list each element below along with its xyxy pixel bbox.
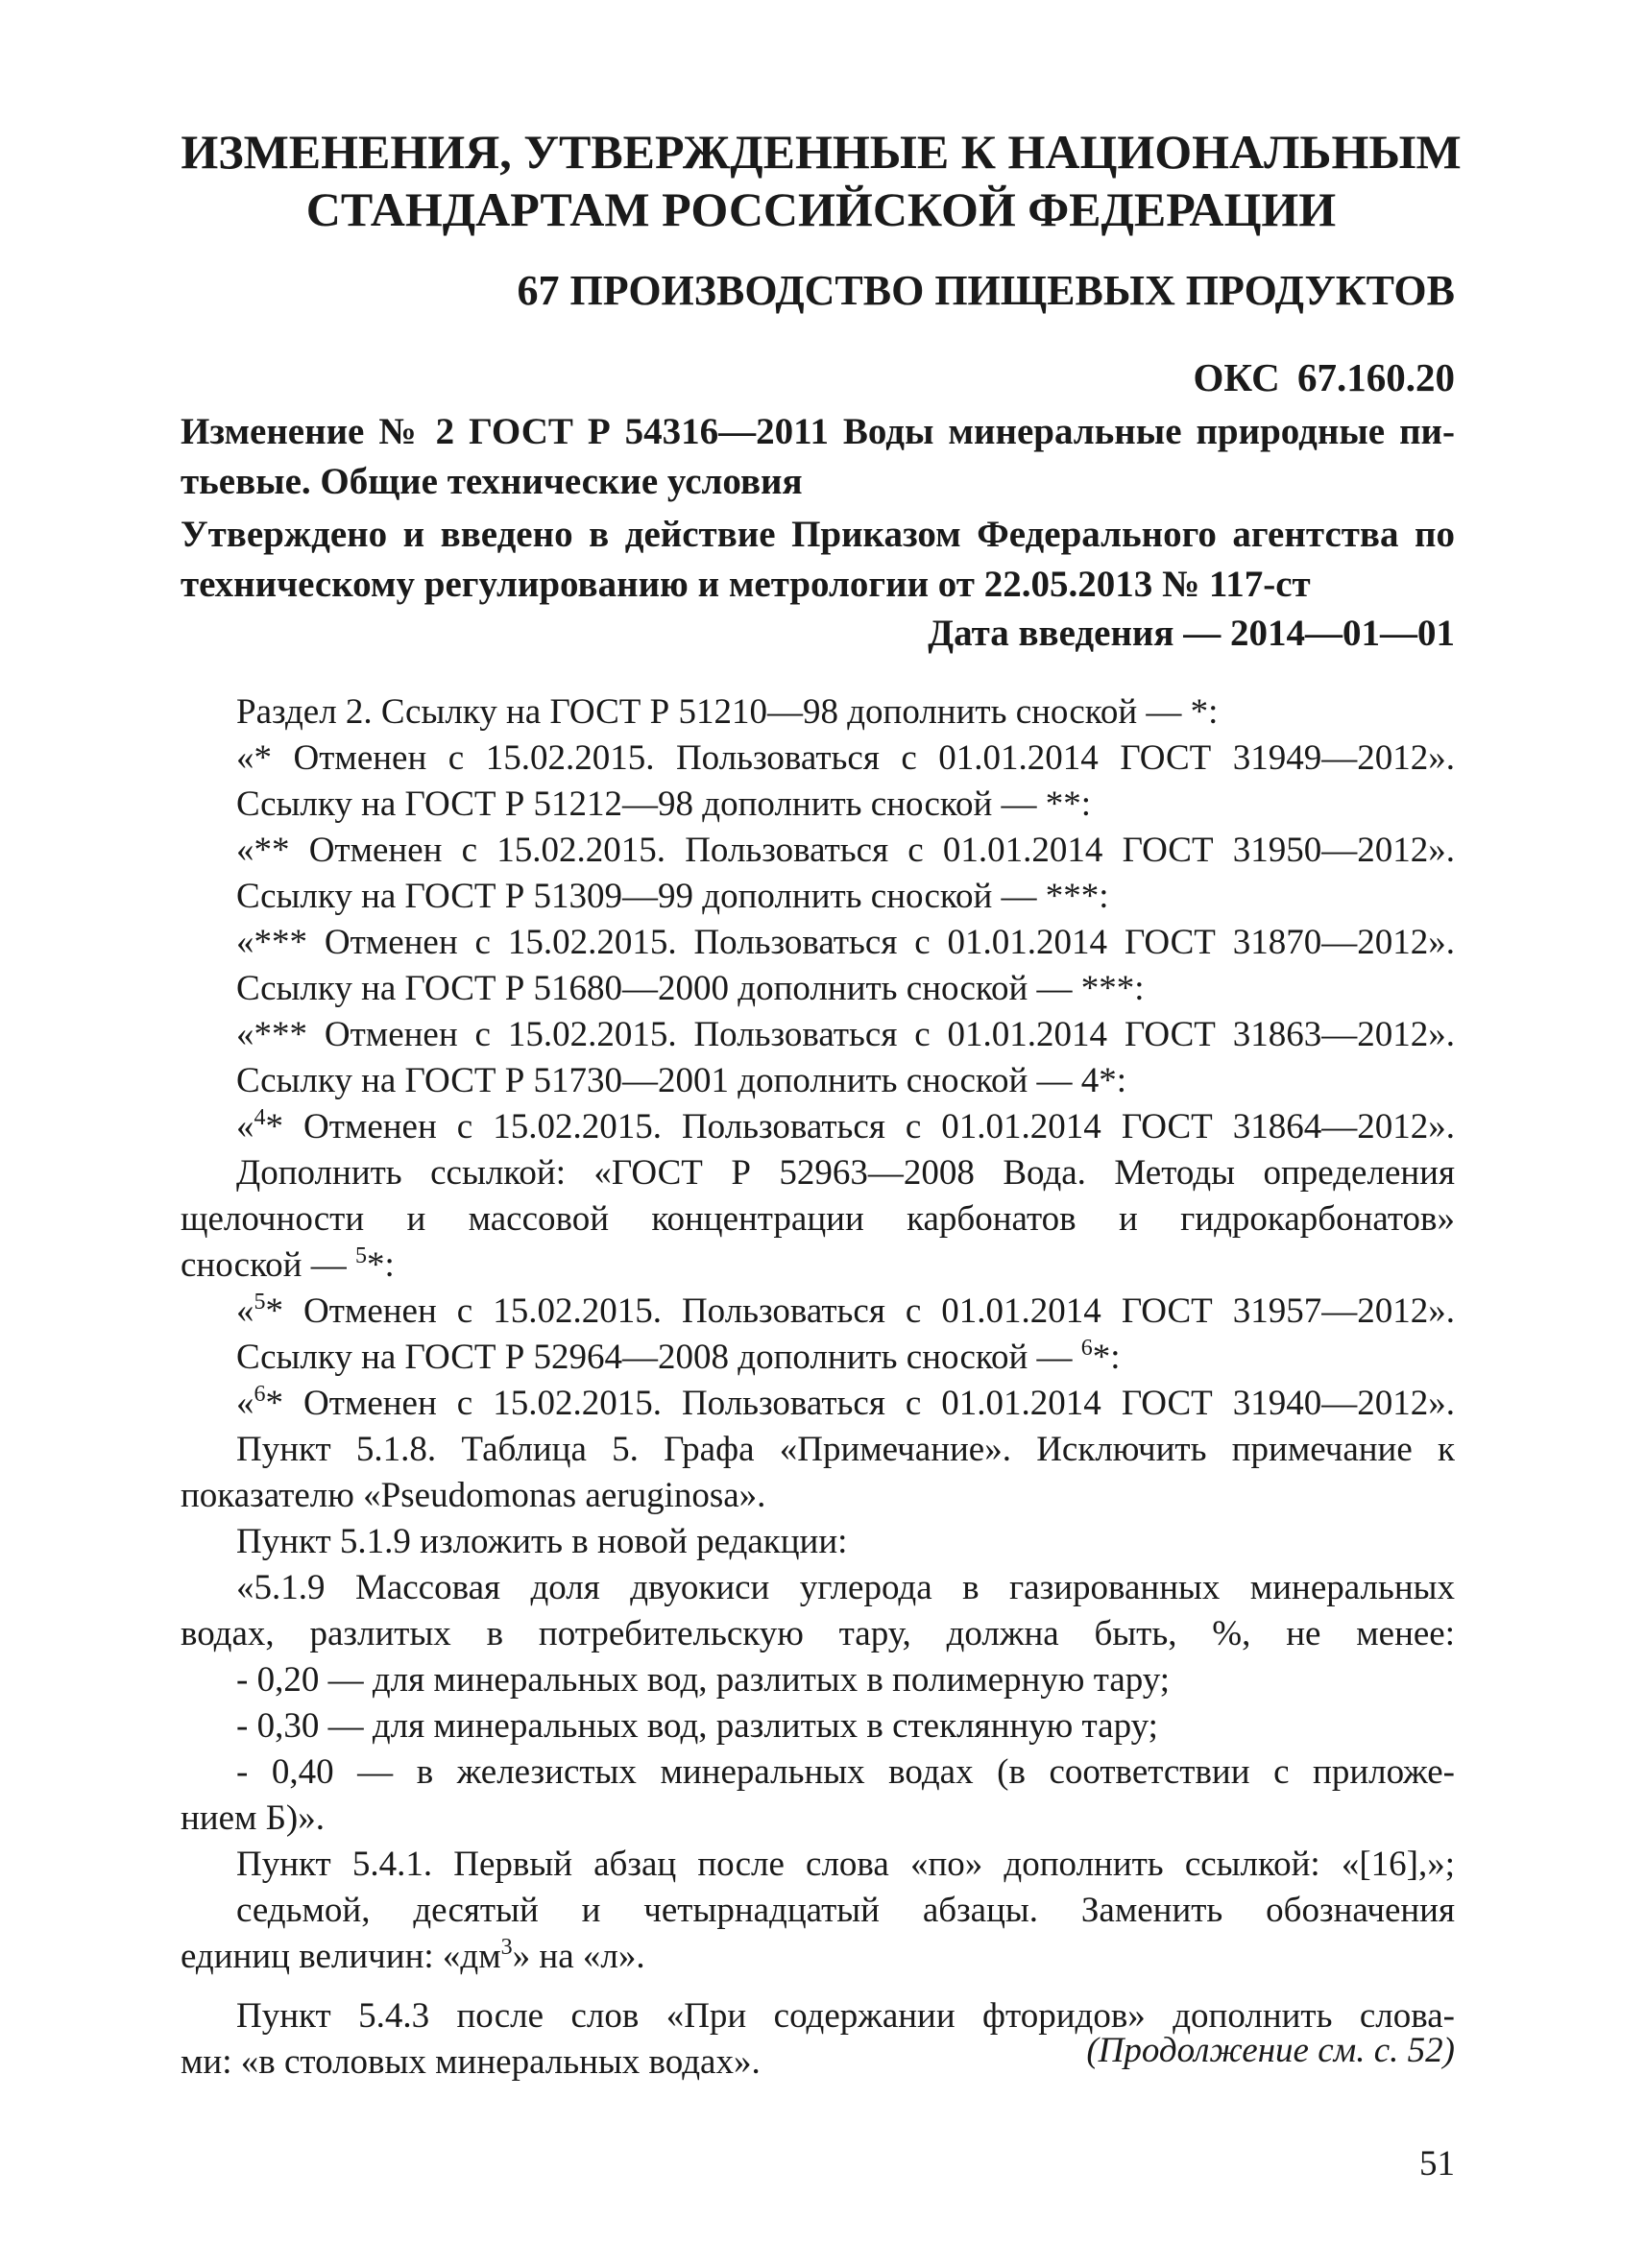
superscript: 4 <box>254 1105 266 1130</box>
body-line: ми: «в столовых минеральных водах». <box>181 2042 761 2082</box>
body-text-fragment: » на «л». <box>512 1937 645 1976</box>
body-text-fragment: *: <box>1092 1338 1121 1377</box>
amendment-title <box>181 407 1455 507</box>
amendment-body <box>181 689 1455 2086</box>
body-line: «** Отменен с 15.02.2015. Пользоваться с 01.01.2014 ГОСТ 31950—2012». <box>236 831 1455 870</box>
approval-statement <box>181 510 1455 610</box>
continuation-note: (Продолжение см. с. 52) <box>1086 2031 1455 2070</box>
oks-code: ОКС 67.160.20 <box>1193 355 1455 399</box>
body-line: Раздел 2. Ссылку на ГОСТ Р 51210—98 дополнить сноской — *: <box>236 692 1219 732</box>
body-text-fragment: * Отменен с 15.02.2015. Пользоваться с 01.01.2014 ГОСТ 31957—2012». <box>265 1291 1455 1331</box>
body-text-fragment: * Отменен с 15.02.2015. Пользоваться с 01.01.2014 ГОСТ 31864—2012». <box>265 1107 1455 1146</box>
body-line <box>181 1381 1455 1427</box>
superscript: 6 <box>1080 1336 1093 1361</box>
approval-line-1: Утверждено и введено в действие Приказом Федерального агентства по <box>181 514 1455 555</box>
body-line <box>181 1335 1455 1381</box>
body-text-fragment: * Отменен с 15.02.2015. Пользоваться с 01.01.2014 ГОСТ 31940—2012». <box>265 1384 1455 1423</box>
body-line <box>181 1243 1455 1289</box>
body-line: Пункт 5.4.3 после слов «При содержании фторидов» дополнить слова- <box>236 1996 1455 2036</box>
body-text-fragment: « <box>236 1384 254 1423</box>
body-line: Пункт 5.4.1. Первый абзац после слова «по» дополнить ссылкой: «[16],»; <box>236 1845 1455 1884</box>
page-number: 51 <box>1419 2144 1455 2184</box>
superscript: 5 <box>254 1290 266 1315</box>
body-line: Дополнить ссылкой: «ГОСТ Р 52963—2008 Вода. Методы определения <box>236 1153 1455 1193</box>
superscript: 6 <box>254 1382 266 1407</box>
amendment-title-line-1: Изменение № 2 ГОСТ Р 54316—2011 Воды минеральные природные пи- <box>181 411 1455 452</box>
body-line <box>181 1104 1455 1150</box>
body-text-fragment: « <box>236 1291 254 1331</box>
body-line: Ссылку на ГОСТ Р 51730—2001 дополнить сноской — 4*: <box>236 1061 1127 1100</box>
introduction-date: Дата введения — 2014—01—01 <box>928 613 1455 654</box>
body-line: седьмой, десятый и четырнадцатый абзацы. Заменить обозначения <box>236 1891 1455 1930</box>
body-line: Пункт 5.1.8. Таблица 5. Графа «Примечание». Исключить примечание к <box>236 1430 1455 1469</box>
body-line: водах, разлитых в потребительскую тару, должна быть, %, не менее: <box>181 1614 1455 1653</box>
section-title: 67 ПРОИЗВОДСТВО ПИЩЕВЫХ ПРОДУКТОВ <box>517 267 1455 314</box>
superscript: 3 <box>500 1935 513 1960</box>
body-line: показателю «Pseudomonas aeruginosa». <box>181 1476 766 1515</box>
body-text-fragment: единиц величин: «дм <box>181 1937 501 1976</box>
body-text-fragment: « <box>236 1107 254 1146</box>
superscript: 5 <box>354 1243 367 1268</box>
main-title-line-1: ИЗМЕНЕНИЯ, УТВЕРЖДЕННЫЕ К НАЦИОНАЛЬНЫМ <box>181 125 1462 179</box>
body-line: - 0,30 — для минеральных вод, разлитых в стеклянную тару; <box>236 1706 1158 1746</box>
main-title-line-2: СТАНДАРТАМ РОССИЙСКОЙ ФЕДЕРАЦИИ <box>305 182 1337 236</box>
body-line: - 0,20 — для минеральных вод, разлитых в полимерную тару; <box>236 1660 1171 1700</box>
body-text-fragment: *: <box>366 1245 395 1285</box>
approval-line-2: техническому регулированию и метрологии от 22.05.2013 № 117-ст <box>181 564 1311 605</box>
body-line <box>181 1289 1455 1335</box>
body-line: нием Б)». <box>181 1798 326 1838</box>
body-line <box>181 1934 1455 1980</box>
body-line: - 0,40 — в железистых минеральных водах (в соответствии с приложе- <box>236 1752 1455 1792</box>
body-text-fragment: сноской — <box>181 1245 355 1285</box>
body-line: щелочности и массовой концентрации карбонатов и гидрокарбонатов» <box>181 1199 1455 1239</box>
body-line: Ссылку на ГОСТ Р 51680—2000 дополнить сноской — ***: <box>236 969 1145 1008</box>
body-line: «* Отменен с 15.02.2015. Пользоваться с 01.01.2014 ГОСТ 31949—2012». <box>236 738 1455 778</box>
body-line: Ссылку на ГОСТ Р 51309—99 дополнить сноской — ***: <box>236 877 1109 916</box>
main-title <box>173 123 1469 238</box>
body-text-fragment: Ссылку на ГОСТ Р 52964—2008 дополнить сноской — <box>236 1338 1081 1377</box>
body-line: Ссылку на ГОСТ Р 51212—98 дополнить сноской — **: <box>236 784 1092 824</box>
body-line: «*** Отменен с 15.02.2015. Пользоваться с 01.01.2014 ГОСТ 31863—2012». <box>236 1015 1455 1054</box>
body-line: Пункт 5.1.9 изложить в новой редакции: <box>236 1522 848 1561</box>
body-line: «5.1.9 Массовая доля двуокиси углерода в газированных минеральных <box>236 1568 1455 1607</box>
body-line: «*** Отменен с 15.02.2015. Пользоваться с 01.01.2014 ГОСТ 31870—2012». <box>236 923 1455 962</box>
amendment-title-line-2: тьевые. Общие технические условия <box>181 461 803 502</box>
